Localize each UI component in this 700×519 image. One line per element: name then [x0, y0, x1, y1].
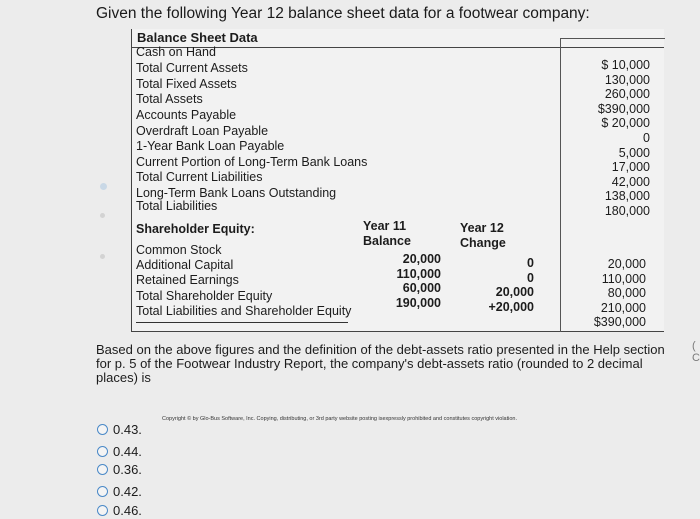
year11-header-line2: Balance	[363, 234, 411, 248]
option-label: 0.43.	[113, 421, 142, 437]
radio-circle-icon[interactable]	[97, 505, 108, 516]
y12-total-liab-equity: $390,000	[593, 315, 646, 330]
option-5[interactable]	[97, 501, 142, 519]
balance-values	[550, 58, 650, 219]
edge-fragment: (	[692, 340, 696, 352]
decorative-dot	[100, 213, 105, 218]
option-label: 0.46.	[113, 502, 142, 518]
value-current-portion: 17,000	[611, 160, 650, 175]
row-label-overdraft: Overdraft Loan Payable	[136, 124, 269, 138]
total-liab-equity-underline	[136, 322, 348, 323]
option-1[interactable]	[97, 420, 142, 438]
y12-total-equity: 210,000	[600, 300, 646, 315]
radio-circle-icon[interactable]	[97, 486, 108, 497]
option-label: 0.36.	[113, 461, 142, 477]
value-overdraft: 0	[643, 130, 650, 145]
value-long-term-loans: 138,000	[604, 189, 650, 204]
question-title: Given the following Year 12 balance sheet data for a footwear company:	[96, 5, 590, 22]
chg-total-equity: +20,000	[488, 299, 534, 314]
change-values	[454, 256, 534, 314]
row-label-current-portion: Current Portion of Long-Term Bank Loans	[136, 155, 368, 169]
row-label-total-assets: Total Assets	[136, 92, 203, 106]
row-label-long-term-loans: Long-Term Bank Loans Outstanding	[136, 186, 337, 200]
year11-header-line1: Year 11	[363, 219, 407, 233]
equity-header: Shareholder Equity:	[136, 222, 255, 236]
y12-common-stock: 20,000	[607, 257, 646, 271]
value-1yr-loan: 5,000	[618, 145, 650, 160]
y12-retained-earnings: 80,000	[607, 286, 646, 301]
copyright-notice: Copyright © by Glo-Bus Software, Inc. Copying, distributing, or 3rd party website posting isexpressly prohibited and constitutes copyright violation.	[162, 416, 518, 422]
y11-additional-capital: 110,000	[396, 266, 441, 281]
decorative-dot	[100, 183, 107, 190]
row-label-current-liabilities: Total Current Liabilities	[136, 170, 263, 184]
option-3[interactable]	[97, 460, 142, 478]
equity-label-retained-earnings: Retained Earnings	[136, 273, 239, 287]
option-label: 0.42.	[113, 483, 142, 499]
question-description: Based on the above figures and the definition of the debt-assets ratio presented in the Help section for p. 5 of the Footwear Industry Report, the company's debt-assets ratio (rounded to 2 decimal places) is	[96, 342, 665, 385]
radio-circle-icon[interactable]	[97, 424, 108, 435]
equity-label-total-equity: Total Shareholder Equity	[136, 289, 273, 303]
value-total-assets: $390,000	[597, 101, 650, 116]
value-cash: $ 10,000	[601, 58, 650, 72]
y12-additional-capital: 110,000	[601, 271, 646, 286]
value-accounts-payable: $ 20,000	[601, 116, 650, 131]
option-4[interactable]	[97, 482, 142, 500]
chg-retained-earnings: 20,000	[495, 285, 534, 300]
option-2[interactable]	[97, 442, 142, 460]
option-label: 0.44.	[113, 443, 142, 459]
value-current-liabilities: 42,000	[611, 174, 650, 189]
equity-label-additional-capital: Additional Capital	[136, 258, 234, 272]
value-current-assets: 130,000	[604, 72, 650, 87]
year11-values	[361, 252, 441, 310]
y11-total-equity: 190,000	[395, 295, 441, 310]
row-label-1yr-loan: 1-Year Bank Loan Payable	[136, 139, 285, 153]
value-fixed-assets: 260,000	[604, 87, 650, 102]
row-label-accounts-payable: Accounts Payable	[136, 108, 237, 122]
year12-header	[460, 221, 506, 251]
year12-header-line2: Change	[460, 236, 506, 250]
decorative-dot	[100, 254, 105, 259]
year12-header-line1: Year 12	[460, 221, 504, 235]
row-label-total-liabilities: Total Liabilities	[136, 199, 218, 213]
year11-header	[363, 219, 411, 249]
radio-circle-icon[interactable]	[97, 464, 108, 475]
table-header: Balance Sheet Data	[137, 30, 258, 45]
year12-values	[556, 257, 646, 330]
chg-additional-capital: 0	[527, 270, 534, 285]
y11-retained-earnings: 60,000	[402, 281, 441, 296]
value-total-liabilities: 180,000	[604, 203, 650, 218]
row-label-fixed-assets: Total Fixed Assets	[136, 77, 237, 91]
row-label-cash: Cash on Hand	[136, 45, 216, 59]
row-label-current-assets: Total Current Assets	[136, 61, 248, 75]
y11-common-stock: 20,000	[402, 252, 441, 266]
radio-circle-icon[interactable]	[97, 446, 108, 457]
equity-label-common-stock: Common Stock	[136, 243, 222, 257]
equity-label-total-liab-equity: Total Liabilities and Shareholder Equity	[136, 304, 352, 318]
edge-fragment: C	[692, 352, 700, 364]
chg-common-stock: 0	[527, 256, 534, 270]
